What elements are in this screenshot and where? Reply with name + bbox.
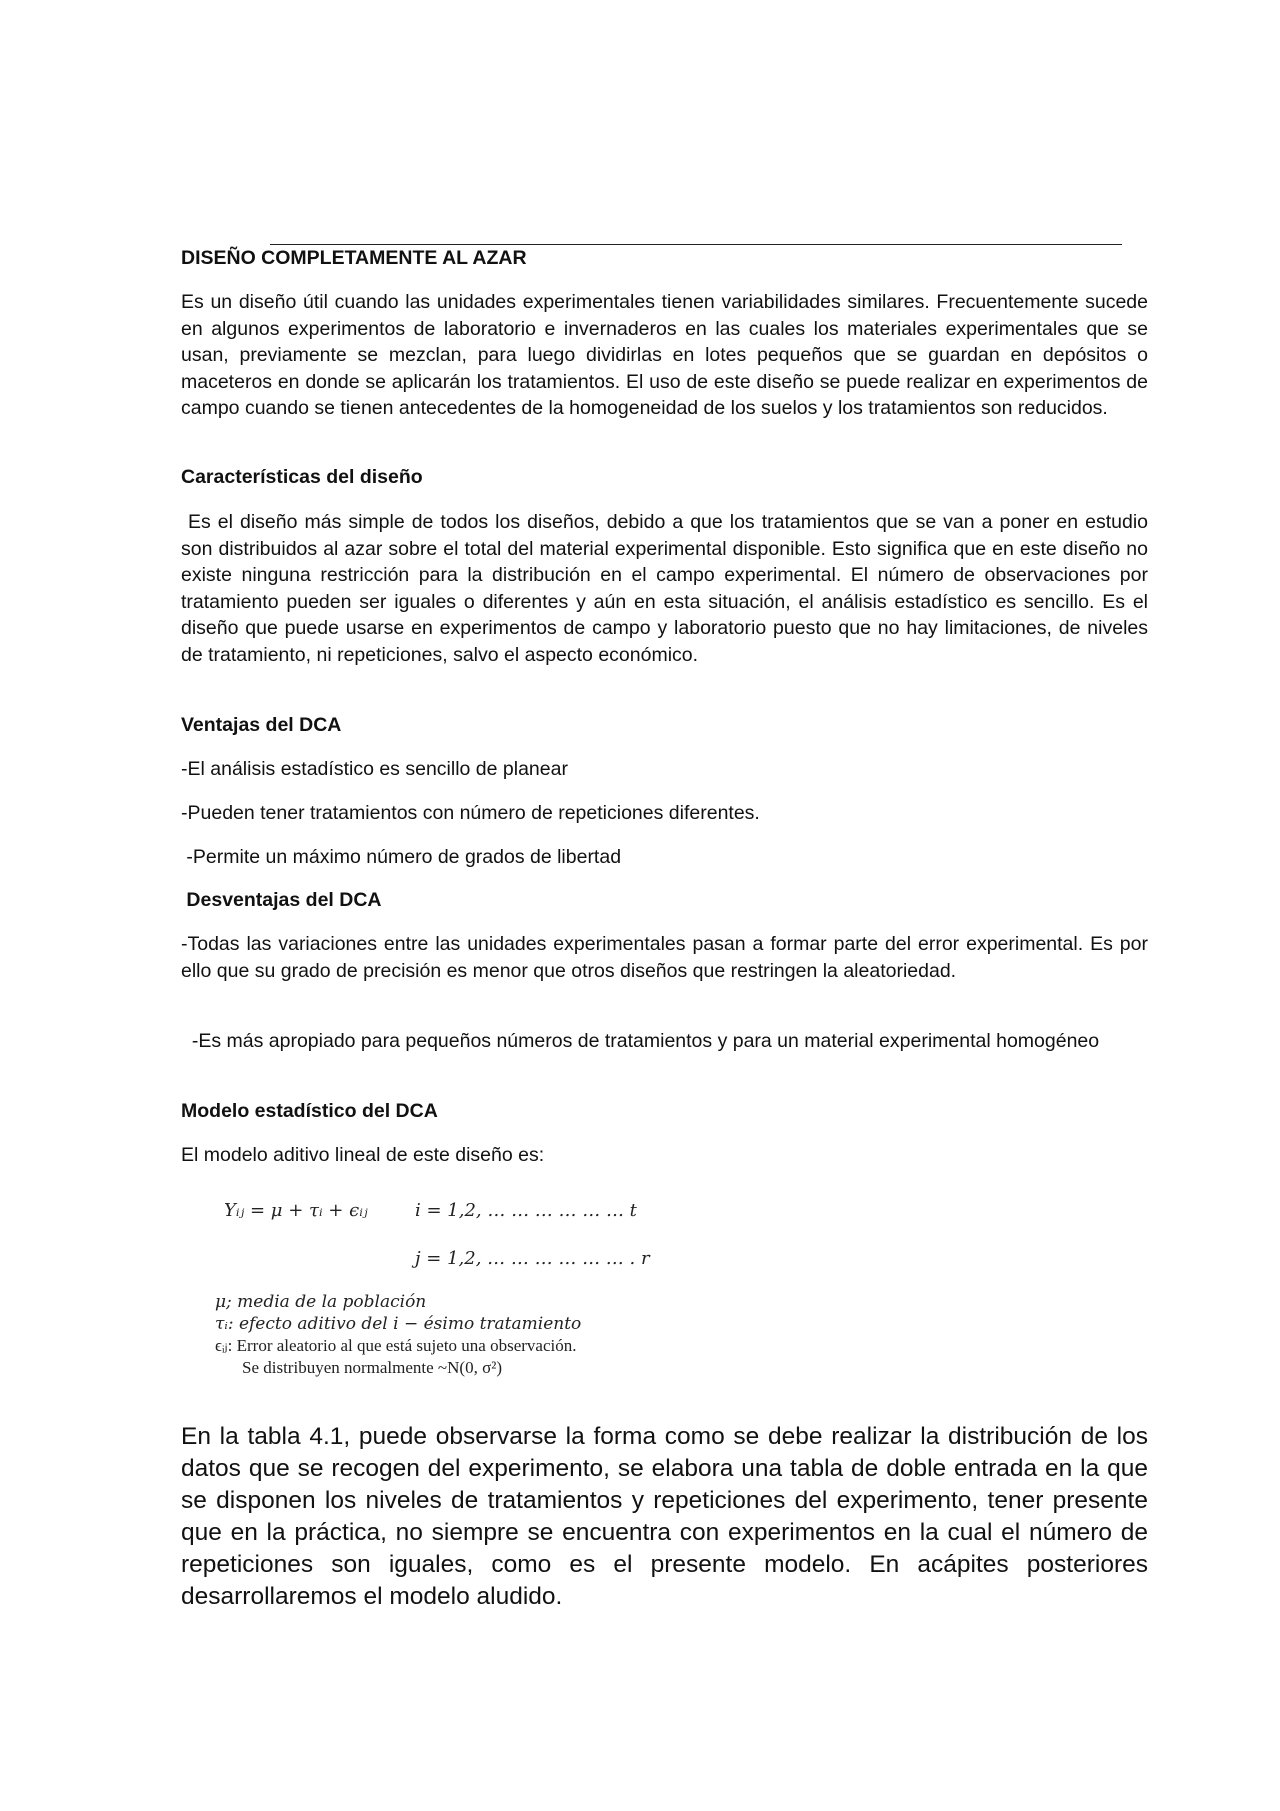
caracteristicas-heading: Características del diseño [181, 466, 423, 488]
ventaja-item: -Pueden tener tratamientos con número de repeticiones diferentes. [181, 802, 760, 824]
model-equation: Yᵢⱼ = μ + τᵢ + ϵᵢⱼ [224, 1200, 368, 1221]
def-epsilon: ϵᵢⱼ: Error aleatorio al que está sujeto una observación. [215, 1336, 577, 1355]
closing-paragraph: En la tabla 4.1, puede observarse la forma como se debe realizar la distribución de los datos que se recogen del experimento, se elabora una tabla de doble entrada en la que se disponen los niveles de tratamientos y repeticiones del experimento, tener presente que en la práctica, no siempre se encuentra con experimentos en la cual el número de repeticiones son iguales, como es el presente modelo. En acápites posteriores desarrollaremos el modelo aludido. [181, 1423, 1148, 1610]
page-title: DISEÑO COMPLETAMENTE AL AZAR [181, 247, 527, 269]
desventaja-item: -Todas las variaciones entre las unidades experimentales pasan a formar parte del error experimental. Es por ello que su grado de precisión es menor que otros diseños que restringen la aleatoriedad. [181, 933, 1148, 982]
intro-paragraph: Es un diseño útil cuando las unidades experimentales tienen variabilidades similares. Frecuentemente sucede en algunos experimentos de laboratorio e invernaderos en las cuales los materiales experimentales que se usan, previamente se mezclan, para luego dividirlas en lotes pequeños que se guardan en depósitos o maceteros en donde se aplicarán los tratamientos. El uso de este diseño se puede realizar en experimentos de campo cuando se tienen antecedentes de la homogeneidad de los suelos y los tratamientos son reducidos. [181, 291, 1148, 419]
ventajas-heading: Ventajas del DCA [181, 714, 342, 736]
i-range: i = 1,2, … … … … … … t [415, 1200, 637, 1221]
desventajas-heading: Desventajas del DCA [181, 889, 382, 911]
def-distribution: Se distribuyen normalmente ~N(0, σ²) [242, 1358, 502, 1377]
j-range: j = 1,2, … … … … … … . r [415, 1248, 650, 1269]
def-tau: τᵢ: efecto aditivo del i − ésimo tratamiento [215, 1314, 582, 1334]
ventaja-item: -Permite un máximo número de grados de libertad [181, 846, 622, 868]
modelo-text: El modelo aditivo lineal de este diseño es: [181, 1144, 545, 1166]
caracteristicas-paragraph: Es el diseño más simple de todos los diseños, debido a que los tratamientos que se van a poner en estudio son distribuidos al azar sobre el total del material experimental disponible. Esto significa que en este diseño no existe ninguna restricción para la distribución en el campo experimental. El número de observaciones por tratamiento pueden ser iguales o diferentes y aún en esta situación, el análisis estadístico es sencillo. Es el diseño que puede usarse en experimentos de campo y laboratorio puesto que no hay limitaciones, de niveles de tratamiento, ni repeticiones, salvo el aspecto económico. [181, 511, 1154, 666]
ventaja-item: -El análisis estadístico es sencillo de planear [181, 758, 568, 780]
def-mu: μ; media de la población [215, 1292, 427, 1312]
desventaja-item: -Es más apropiado para pequeños números de tratamientos y para un material experimental homogéneo [181, 1030, 1100, 1052]
modelo-heading: Modelo estadístico del DCA [181, 1100, 438, 1122]
